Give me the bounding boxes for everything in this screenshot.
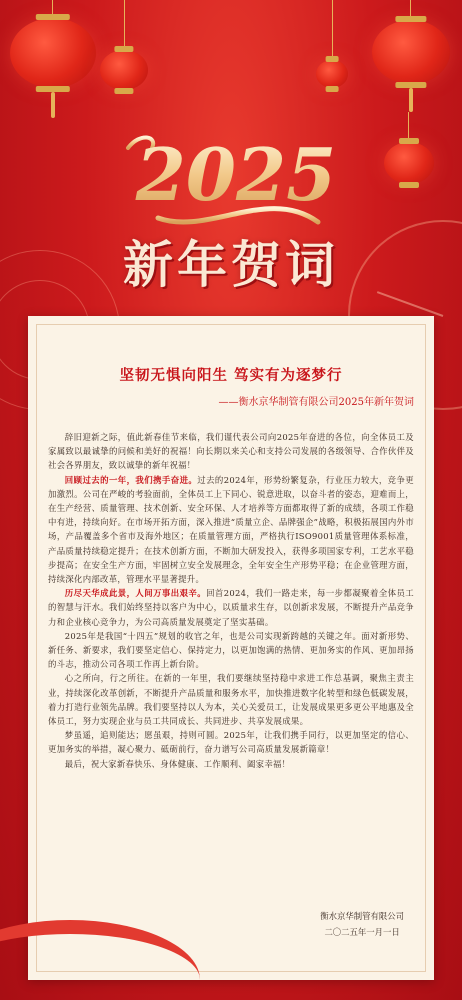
- lantern-string: [124, 0, 125, 50]
- letter-body: [42, 430, 420, 771]
- letter-paragraph: 最后，祝大家新春快乐、身体健康、工作顺利、阖家幸福！: [64, 758, 291, 769]
- lantern-left-top: [10, 18, 96, 88]
- letter-subtitle: ——衡水京华制管有限公司2025年新年贺词: [218, 397, 414, 408]
- letter-paragraph: 回顾过去的一年，我们携手奋进。过去的2024年，形势纷繁复杂，行业压力较大，竞争更加激烈。公司在严峻的考验面前，全体员工上下同心、锐意进取，以奋斗者的姿态，迎难而上，在生产经营、质量管理、技术创新、安全环保、人才培养等方面都取得了新的成绩，各项工作稳中有进，持续向好。在市场开拓方面，深入推进“质量立企、品牌强企”战略，积极拓展国内外市场，产品覆盖多个省市及海外地区；在质量管理方面，严格执行ISO9001质量管理体系标准，产品质量持续稳定提升；在技术创新方面，不断加大研发投入，获得多项国家专利，工艺水平稳步提高；在安全生产方面，牢固树立安全发展理念，全年安全生产形势平稳；在企业管理方面，持续深化内部改革，管理水平显著提升。: [48, 474, 414, 585]
- year-artwork: [118, 126, 358, 236]
- letter-paragraph: 心之所向，行之所往。在新的一年里，我们要继续坚持稳中求进工作总基调，聚焦主责主业，持续深化改革创新，不断提升产品质量和服务水平，加快推进数字化转型和绿色低碳发展，着力打造行业领先品牌。我们要坚持以人为本，关心关爱员工，让发展成果更多更公平地惠及全体员工，努力实现企业与员工共同成长、共同进步、共享发展成果。: [48, 673, 414, 727]
- lantern-left-small: [100, 50, 148, 90]
- lantern-mini: [316, 60, 348, 88]
- letter-signature: [320, 908, 404, 940]
- banner-title: 新年贺词: [123, 235, 339, 294]
- lantern-right-small: [384, 142, 434, 184]
- year-text: 2025: [135, 132, 337, 217]
- lantern-right-top: [372, 20, 450, 84]
- signature-company: 衡水京华制管有限公司: [320, 911, 404, 921]
- letter-paragraph: 历尽天华成此景，人间万事出艰辛。回首2024，我们一路走来，每一步都凝聚着全体员工的智慧与汗水。我们始终坚持以客户为中心，以质量求生存，以创新求发展，不断提升产品竞争力和企业核心竞争力，为公司高质量发展奠定了坚实基础。: [48, 588, 414, 627]
- signature-date: 二〇二五年一月一日: [324, 927, 400, 937]
- lantern-string: [332, 0, 333, 60]
- letter-paragraph: 辞旧迎新之际，值此新春佳节来临，我们谨代表公司向2025年奋进的各位，向全体员工及家属致以最诚挚的问候和美好的祝福！向长期以来关心和支持公司发展的各级领导、合作伙伴及社会各界朋友，致以诚挚的新年祝福！: [48, 432, 414, 471]
- letter-paragraph: 2025年是我国“十四五”规划的收官之年，也是公司实现新跨越的关键之年。面对新形势、新任务、新要求，我们要坚定信心、保持定力，以更加饱满的热情、更加务实的作风、更加昂扬的斗志，推动公司各项工作再上新台阶。: [48, 630, 414, 670]
- letter-card: [28, 316, 434, 980]
- letter-headline: 坚韧无惧向阳生 笃实有为逐梦行: [119, 367, 343, 384]
- letter-paragraph: 梦虽遥，追则能达；愿虽艰，持则可圆。2025年，让我们携手同行，以更加坚定的信心、更加务实的举措，凝心聚力、砥砺前行，奋力谱写公司高质量发展新篇章！: [48, 730, 414, 755]
- lantern-tassel: [51, 92, 55, 118]
- lantern-tassel: [409, 88, 413, 112]
